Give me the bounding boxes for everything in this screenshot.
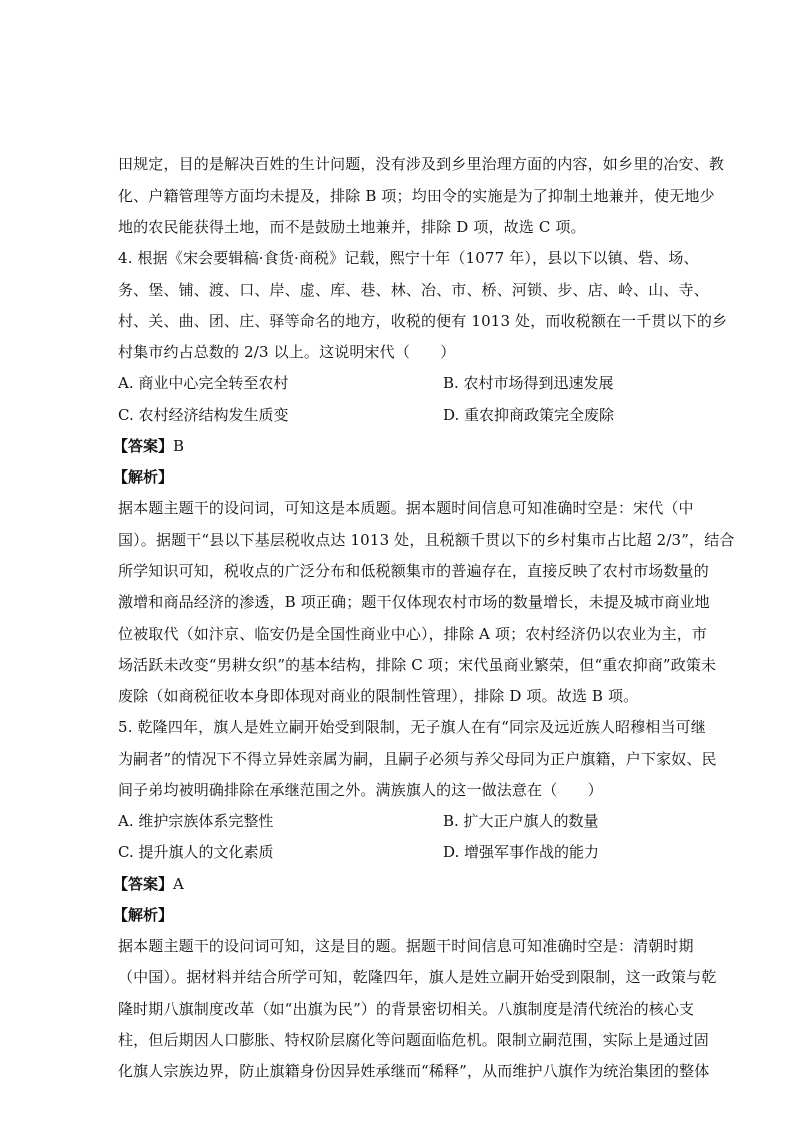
- answer-label: 【答案】: [113, 875, 174, 893]
- question-4-analysis-label: 【解析】: [113, 468, 174, 486]
- question-5-analysis-line: 柱，但后期因人口膨胀、特权阶层腐化等问题面临危机。限制立嗣范围，实际上是通过固: [118, 1031, 709, 1049]
- question-4-option-b: B. 农村市场得到迅速发展: [443, 374, 614, 392]
- answer-value: A: [173, 875, 184, 893]
- question-4-answer: [113, 436, 184, 456]
- answer-value: B: [173, 437, 185, 455]
- intro-line: 田规定，目的是解决百姓的生计问题，没有涉及到乡里治理方面的内容，如乡里的冶安、教: [118, 155, 725, 173]
- question-4-option-a: A. 商业中心完全转至农村: [118, 374, 289, 392]
- question-5-analysis-line: 化旗人宗族边界，防止旗籍身份因异姓承继而“稀释”，从而维护八旗作为统治集团的整体: [118, 1062, 710, 1080]
- question-5-option-a: A. 维护宗族体系完整性: [118, 812, 274, 830]
- question-5-stem: 间子弟均被明确排除在承继范围之外。满族旗人的这一做法意在（ ）: [118, 781, 603, 799]
- question-4-stem: 4. 根据《宋会要辑稿·食货·商税》记载，熙宁十年（1077 年），县以下以镇、砦、场、: [118, 249, 699, 267]
- answer-label: 【答案】: [113, 437, 174, 455]
- question-5-analysis-label: 【解析】: [113, 906, 174, 924]
- intro-line: 地的农民能获得土地，而不是鼓励土地兼并，排除 D 项，故选 C 项。: [118, 218, 586, 236]
- intro-line: 化、户籍管理等方面均未提及，排除 B 项；均田令的实施是为了抑制土地兼并，使无地少: [118, 187, 715, 205]
- question-4-analysis-line: 位被取代（如汴京、临安仍是全国性商业中心），排除 A 项；农村经济仍以农业为主，市: [118, 625, 708, 643]
- question-4-stem: 村、关、曲、团、庄、驿等命名的地方，收税的便有 1013 处，而收税额在一千贯以下的乡: [118, 312, 728, 330]
- question-4-analysis-line: 废除（如商税征收本身即体现对商业的限制性管理），排除 D 项。故选 B 项。: [118, 687, 639, 705]
- question-4-option-c: C. 农村经济结构发生质变: [118, 406, 289, 424]
- question-5-option-b: B. 扩大正户旗人的数量: [443, 812, 599, 830]
- question-5-stem: 为嗣者”的情况下不得立异姓亲属为嗣，且嗣子必须与养父母同为正户旗籍，户下家奴、民: [118, 750, 717, 768]
- question-5-analysis-line: 隆时期八旗制度改革（如“出旗为民”）的背景密切相关。八旗制度是清代统治的核心支: [118, 1000, 695, 1018]
- question-4-stem: 务、堡、铺、渡、口、岸、虚、库、巷、林、冶、市、桥、河锁、步、店、岭、山、寺、: [118, 281, 709, 299]
- question-4-stem: 村集市约占总数的 2/3 以上。这说明宋代（ ）: [118, 343, 456, 361]
- question-4-analysis-line: 据本题主题干的设问词，可知这是本质题。据本题时间信息可知准确时空是：宋代（中: [118, 499, 694, 517]
- question-4-analysis-line: 所学知识可知，税收点的广泛分布和低税额集市的普遍存在，直接反映了农村市场数量的: [118, 562, 709, 580]
- question-4-analysis-line: 国）。据题干“县以下基层税收点达 1013 处，且税额千贯以下的乡村集市占比超 2/3”，结合: [118, 531, 735, 549]
- question-5-option-c: C. 提升旗人的文化素质: [118, 843, 274, 861]
- question-5-answer: [113, 874, 184, 894]
- question-4-analysis-line: 激增和商品经济的渗透，B 项正确；题干仅体现农村市场的数量增长，未提及城市商业地: [118, 593, 710, 611]
- question-4-analysis-line: 场活跃未改变“男耕女织”的基本结构，排除 C 项；宋代虽商业繁荣，但“重农抑商”政策未: [118, 656, 717, 674]
- question-5-option-d: D. 增强军事作战的能力: [443, 843, 600, 861]
- question-5-stem: 5. 乾隆四年，旗人是姓立嗣开始受到限制，无子旗人在有“同宗及远近族人昭穆相当可继: [118, 718, 706, 736]
- question-5-analysis-line: 据本题主题干的设问词可知，这是目的题。据题干时间信息可知准确时空是：清朝时期: [118, 937, 694, 955]
- question-5-analysis-line: （中国）。据材料并结合所学可知，乾隆四年，旗人是姓立嗣开始受到限制，这一政策与乾: [118, 968, 717, 986]
- question-4-option-d: D. 重农抑商政策完全废除: [443, 406, 615, 424]
